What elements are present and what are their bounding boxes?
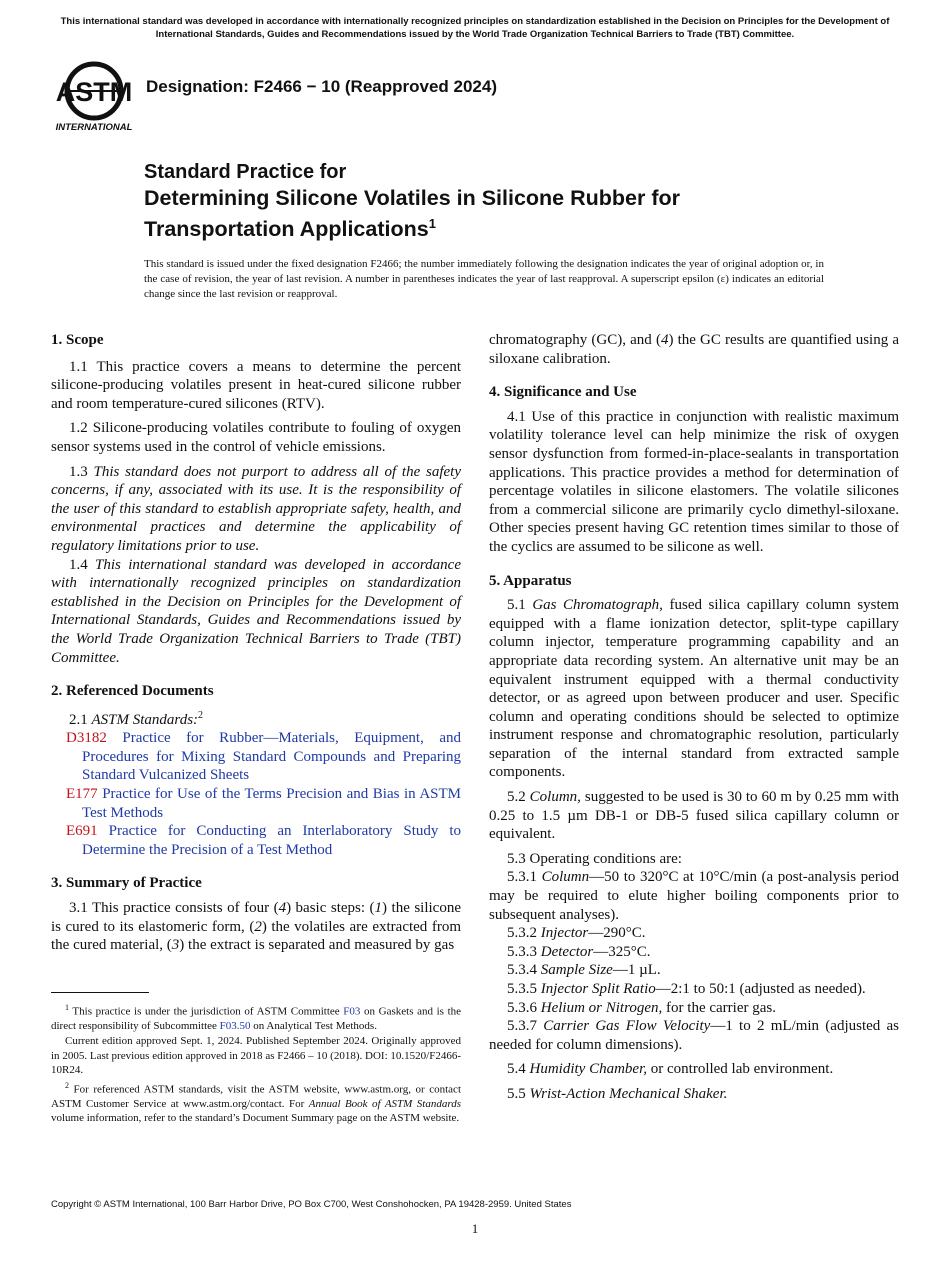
paragraph-5-3-6: 5.3.6 Helium or Nitrogen, for the carrier gas. — [507, 999, 776, 1016]
paragraph-5-3-2: 5.3.2 Injector—290°C. — [507, 925, 646, 942]
paragraph-4-1: 4.1 Use of this practice in conjunction with realistic maximum volatility tolerance level can help minimize the risk of oxygen sensor dysfunction from formed-in-place-sealants in transportation applications. This practice provides a method for determination of percentage volatiles in silicone elastomers. The volatile silicones from a commercial silicone are primarily cyclo dimethyl-siloxane. Other species present having GC retention times similar to those of the cyclics are assumed to be silicone as well. — [489, 408, 899, 555]
designation: Designation: F2466 − 10 (Reapproved 2024) — [146, 77, 497, 96]
title-footnote-mark[interactable]: 1 — [428, 216, 436, 231]
subcommittee-link[interactable]: F03.50 — [219, 1020, 251, 1033]
footnote-1-edition: Current edition approved Sept. 1, 2024. Published September 2024. Originally approved in 2005. Last previous edition approved in 2018 as F2466 – 10 (2018). DOI: 10.1520/F2466-10R24. — [51, 1035, 461, 1077]
right-column — [489, 331, 899, 1104]
paragraph-1-2: 1.2 Silicone-producing volatiles contribute to fouling of oxygen sensor systems used in the control of vehicle emissions. — [51, 420, 461, 455]
paragraph-5-3-4: 5.3.4 Sample Size—1 µL. — [507, 962, 661, 979]
footnote-1: $^1$ This practice is under the jurisdiction of ASTM Committee F03 on Gaskets and is the direct responsibility of Subcommittee F03.50 on Analytical Test Methods. — [51, 1003, 462, 1033]
copyright-footer: Copyright © ASTM International, 100 Barr Harbor Drive, PO Box C700, West Conshohocken, PA 19428-2959. United States — [51, 1199, 572, 1210]
paragraph-5-2: 5.2 Column, suggested to be used is 30 to 60 m by 0.25 mm with 0.25 to 1.5 µm DB-1 or DB-5 fused silica capillary column or equivalent. — [489, 789, 899, 843]
paragraph-5-3-5: 5.3.5 Injector Split Ratio—2:1 to 50:1 (adjusted as needed). — [507, 981, 866, 997]
committee-link[interactable]: F03 — [343, 1005, 361, 1018]
paragraph-5-3: 5.3 Operating conditions are: — [507, 850, 682, 867]
reference-d3182[interactable]: D3182 Practice for Rubber—Materials, Equipment, and Procedures for Mixing Standard Compounds and Preparing Standard Vulcanized Sheets — [66, 730, 461, 784]
title-line-1: Standard Practice for — [144, 161, 347, 183]
title-line-3: Transportation Applications$^1$ — [144, 216, 436, 242]
section-heading-significance: 4. Significance and Use — [489, 384, 637, 401]
paragraph-1-4: 1.4 This international standard was developed in accordance with internationally recognized principles on standardization established in the Decision on Principles for the Development of International Standards, Guides and Recommendations issued by the World Trade Organization Technical Barriers to Trade (TBT) Committee. — [51, 556, 461, 666]
paragraph-2-1: 2.1 ASTM Standards:$^2$ — [69, 709, 204, 728]
page-number: 1 — [471, 1221, 479, 1236]
paragraph-3-1-continued: chromatography (GC), and (4) the GC results are quantified using a siloxane calibration. — [489, 332, 899, 367]
reference-e691[interactable]: E691 Practice for Conducting an Interlaboratory Study to Determine the Precision of a Test Method — [66, 823, 461, 858]
reference-e177[interactable]: E177 Practice for Use of the Terms Precision and Bias in ASTM Test Methods — [66, 786, 462, 821]
footnote-divider — [51, 992, 149, 993]
document-title — [144, 160, 864, 242]
logo-subtext: INTERNATIONAL — [55, 122, 133, 133]
footnotes — [51, 1001, 461, 1127]
logo-wordmark: ASTM — [55, 77, 133, 107]
section-heading-apparatus: 5. Apparatus — [489, 572, 572, 589]
paragraph-5-3-3: 5.3.3 Detector—325°C. — [507, 943, 651, 960]
left-column — [51, 331, 461, 955]
section-heading-scope: 1. Scope — [51, 332, 104, 348]
paragraph-5-3-7: 5.3.7 Carrier Gas Flow Velocity—1 to 2 mL/min (adjusted as needed for column dimensions). — [489, 1018, 900, 1053]
paragraph-5-4: 5.4 Humidity Chamber, or controlled lab environment. — [507, 1061, 834, 1078]
section-heading-summary: 3. Summary of Practice — [51, 875, 202, 892]
astm-logo — [52, 57, 136, 133]
paragraph-5-5: 5.5 Wrist-Action Mechanical Shaker. — [507, 1085, 728, 1102]
section-heading-referenced-documents: 2. Referenced Documents — [51, 683, 214, 700]
paragraph-1-3: 1.3 This standard does not purport to address all of the safety concerns, if any, associated with its use. It is the responsibility of the user of this standard to establish appropriate safety, health, and environmental practices and determine the applicability of regulatory limitations prior to use. — [51, 463, 462, 554]
issuance-statement: This standard is issued under the fixed designation F2466; the number immediately following the designation indicates the year of original adoption or, in the case of revision, the year of last revision. A number in parentheses indicates the year of last reapproval. A superscript epsilon (ε) indicates an editorial change since the last revision or reapproval. — [144, 258, 824, 300]
paragraph-1-1: 1.1 This practice covers a means to determine the percent silicone-producing volatiles present in heat-cured silicone rubber and room temperature-cured silicones (RTV). — [51, 358, 461, 412]
international-standard-notice: This international standard was developed in accordance with internationally recognized principles on standardization established in the Decision on Principles for the Development of International Standards, Guides and Recommendations issued by the World Trade Organization Technical Barriers to Trade (TBT) Committee. — [60, 16, 890, 40]
paragraph-5-1: 5.1 Gas Chromatograph, fused silica capillary column system equipped with a flame ionization detector, split-type capillary column injector, temperature programming capability and an appropriate data recording system. An alternative unit may be an equivalent instrument equipped with a thermal conductivity detector, or as agreed upon between producer and user. Specific column and operating conditions should be selected to optimize instrument response and chromatographic resolution, particularly separation of the internal standard from extracted sample components. — [489, 597, 900, 781]
footnote-2: $^2$ For referenced ASTM standards, visit the ASTM website, www.astm.org, or contact ASTM Customer Service at www.astm.org/contact. For Annual Book of ASTM Standards volume information, refer to the standard’s Document Summary page on the ASTM website. — [51, 1080, 462, 1125]
paragraph-5-3-1: 5.3.1 Column—50 to 320°C at 10°C/min (a post-analysis period may be required to elute higher boiling components prior to subsequent analyses). — [489, 869, 899, 923]
title-line-2: Determining Silicone Volatiles in Silicone Rubber for — [144, 186, 680, 210]
paragraph-3-1: 3.1 This practice consists of four (4) basic steps: (1) the silicone is cured to its elastomeric form, (2) the volatiles are extracted from the cured material, (3) the extract is separated and measured by gas — [51, 900, 461, 954]
